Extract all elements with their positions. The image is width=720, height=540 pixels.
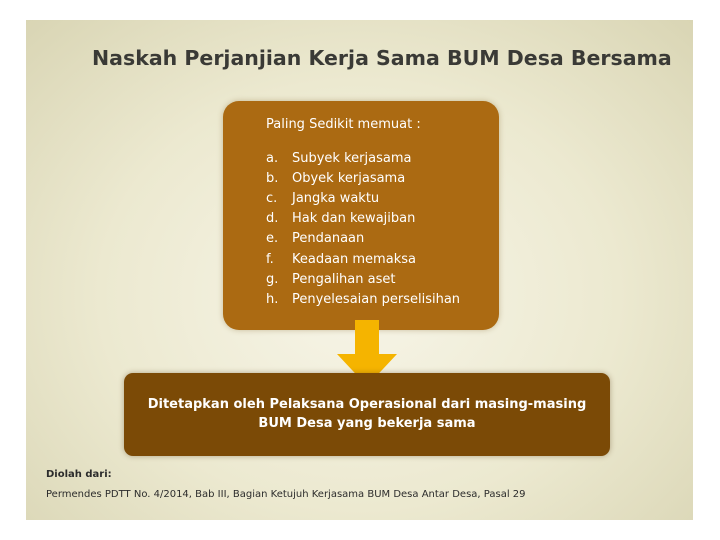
conclusion-text: Ditetapkan oleh Pelaksana Operasional dari masing-masing BUM Desa yang bekerja sama (147, 397, 587, 431)
slide-title: Naskah Perjanjian Kerja Sama BUM Desa Bersama (92, 46, 672, 70)
source-citation: Permendes PDTT No. 4/2014, Bab III, Bagian Ketujuh Kerjasama BUM Desa Antar Desa, Pasal 29 (46, 489, 526, 500)
list-item (266, 249, 460, 269)
contents-list (266, 148, 460, 310)
source-label: Diolah dari: (46, 469, 112, 480)
list-item-letter: d. (266, 211, 279, 227)
list-item-letter: f. (266, 251, 274, 267)
list-item-text: Pendanaan (292, 231, 365, 247)
list-item (266, 148, 460, 168)
list-item-text: Keadaan memaksa (292, 251, 416, 267)
list-item-letter: b. (266, 170, 279, 186)
list-item (266, 168, 460, 188)
list-item-text: Penyelesaian perselisihan (292, 291, 461, 307)
list-item (266, 209, 460, 229)
list-item-letter: g. (266, 271, 279, 287)
list-item-text: Subyek kerjasama (292, 150, 412, 166)
list-item-text: Hak dan kewajiban (292, 211, 416, 227)
contents-intro: Paling Sedikit memuat : (266, 117, 421, 132)
list-item (266, 269, 460, 289)
list-item-letter: c. (266, 190, 278, 206)
list-item (266, 188, 460, 208)
conclusion-box (124, 373, 610, 456)
slide (26, 20, 693, 520)
list-item-text: Jangka waktu (292, 190, 380, 206)
list-item-text: Pengalihan aset (292, 271, 396, 287)
list-item (266, 289, 460, 309)
list-item (266, 229, 460, 249)
list-item-letter: a. (266, 150, 279, 166)
contents-box (223, 101, 499, 330)
list-item-letter: h. (266, 291, 279, 307)
list-item-text: Obyek kerjasama (292, 170, 406, 186)
list-item-letter: e. (266, 231, 279, 247)
